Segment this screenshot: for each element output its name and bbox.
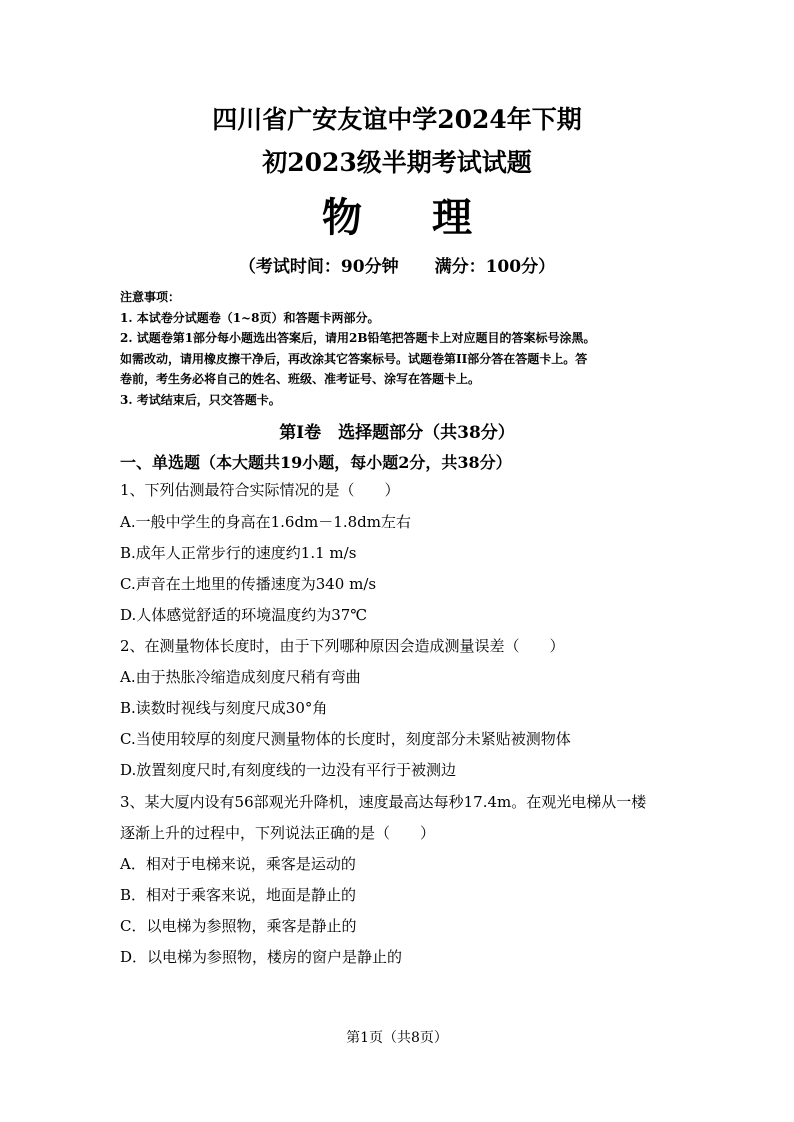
page-footer: 第1页（共8页） [346, 1030, 448, 1046]
part-title: 一、单选题（本大题共19小题，每小题2分，共38分） [120, 453, 512, 472]
exam-time: （考试时间：90分钟 [238, 257, 399, 277]
question-1-option-d: D.人体感觉舒适的环境温度约为37℃ [120, 606, 368, 624]
question-3-stem-line2: 逐渐上升的过程中，下列说法正确的是（ ） [120, 824, 436, 842]
notice-item: 2. 试题卷第1部分每小题选出答案后，请用2B铅笔把答题卡上对应题目的答案标号涂黑。 [120, 331, 596, 345]
subject-char-1: 物 [322, 194, 362, 241]
school-title: 四川省广安友谊中学2024年下期 [212, 105, 582, 134]
notice-heading: 注意事项： [120, 290, 181, 304]
question-3-option-c: C．以电梯为参照物，乘客是静止的 [120, 917, 357, 935]
question-3-option-d: D．以电梯为参照物，楼房的窗户是静止的 [120, 948, 403, 966]
question-1-option-b: B.成年人正常步行的速度约1.1 m/s [120, 544, 357, 562]
exam-title: 初2023级半期考试试题 [262, 148, 532, 177]
question-3-stem-line1: 3、某大厦内设有56部观光升降机，速度最高达每秒17.4m。在观光电梯从一楼 [120, 793, 647, 811]
question-2-option-d: D.放置刻度尺时,有刻度线的一边没有平行于被测边 [120, 761, 457, 779]
question-3-option-b: B．相对于乘客来说，地面是静止的 [120, 886, 357, 904]
notice-item: 3. 考试结束后，只交答题卡。 [120, 392, 281, 407]
question-1-option-c: C.声音在土地里的传播速度为340 m/s [120, 575, 377, 593]
question-1-option-a: A.一般中学生的身高在1.6dm－1.8dm左右 [120, 513, 411, 531]
question-2-option-a: A.由于热胀冷缩造成刻度尺稍有弯曲 [120, 668, 361, 686]
notice-item: 1. 本试卷分试题卷（1~8页）和答题卡两部分。 [120, 310, 380, 325]
full-score: 满分：100分） [434, 257, 556, 277]
notice-item: 如需改动，请用橡皮擦干净后，再改涂其它答案标号。试题卷第II部分答在答题卡上。答 [120, 351, 588, 366]
section-title: 第Ⅰ卷 选择题部分（共38分） [279, 423, 515, 443]
subject-char-2: 理 [432, 194, 472, 241]
notice-block [120, 287, 680, 410]
subject-title [0, 186, 794, 243]
question-1-stem: 1、下列估测最符合实际情况的是（ ） [120, 481, 400, 499]
question-3-option-a: A．相对于电梯来说，乘客是运动的 [120, 855, 356, 873]
notice-item: 卷前，考生务必将自己的姓名、班级、准考证号、涂写在答题卡上。 [120, 372, 481, 386]
question-2-option-b: B.读数时视线与刻度尺成30°角 [120, 699, 328, 717]
question-2-stem: 2、在测量物体长度时，由于下列哪种原因会造成测量误差（ ） [120, 637, 565, 655]
exam-info [0, 252, 794, 277]
question-2-option-c: C.当使用较厚的刻度尺测量物体的长度时，刻度部分未紧贴被测物体 [120, 730, 571, 748]
